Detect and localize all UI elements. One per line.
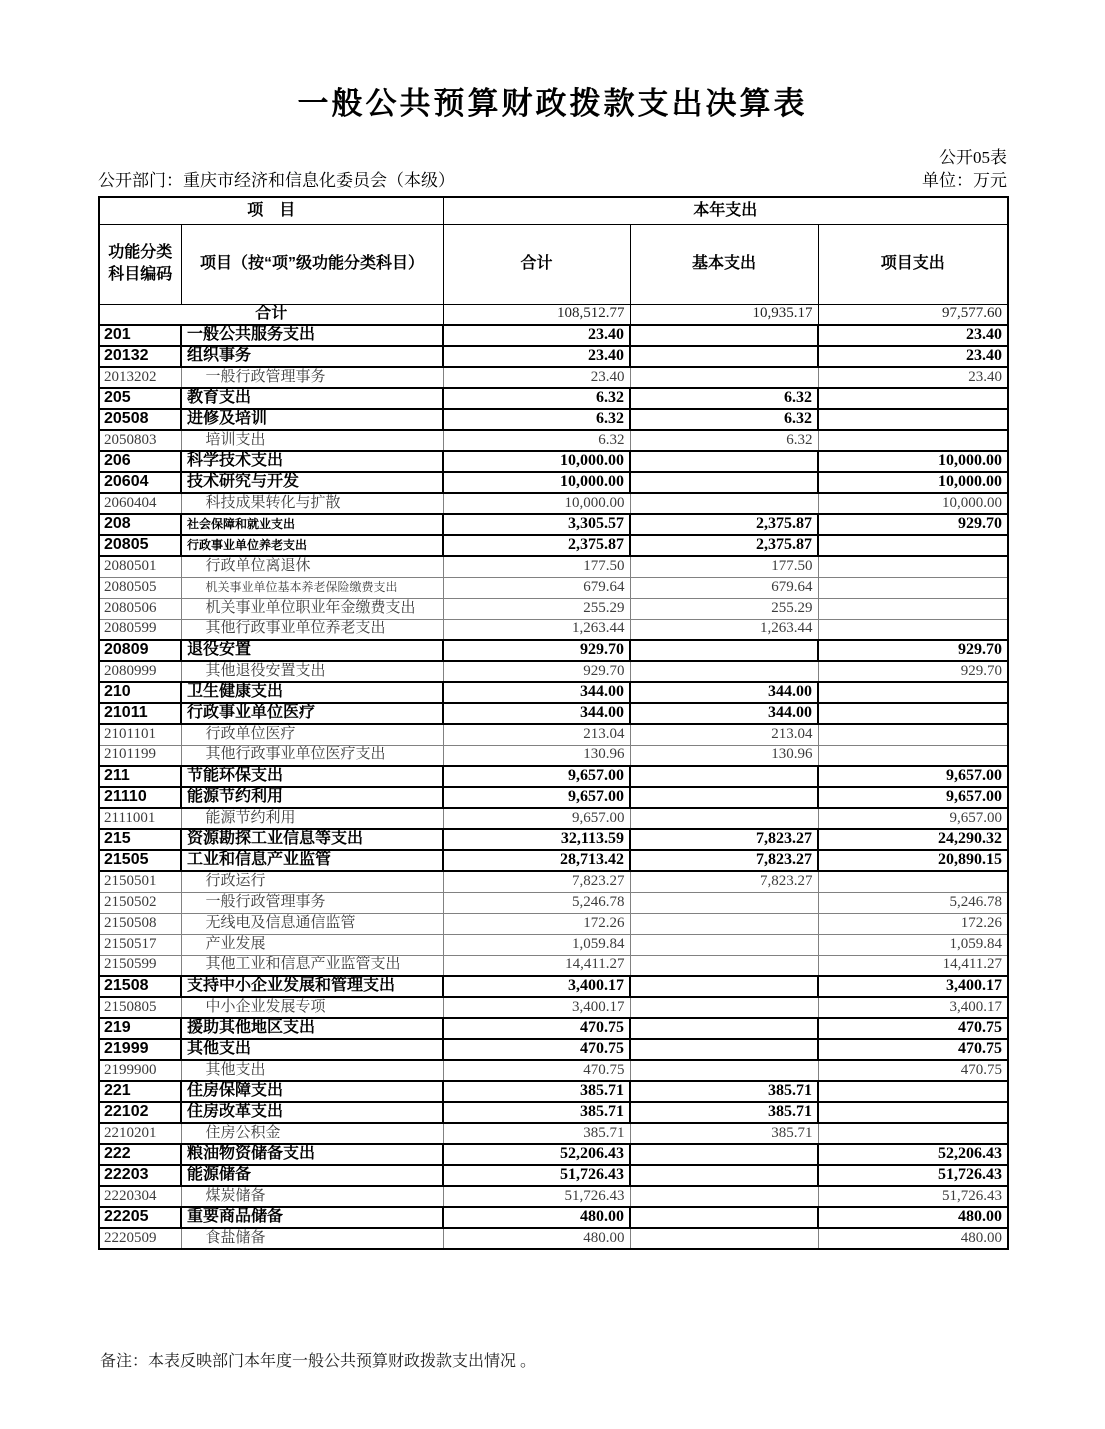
table-row: [99, 430, 1008, 451]
table-row: [99, 472, 1008, 493]
table-row: [99, 556, 1008, 577]
row-name: 住房公积金: [181, 1123, 443, 1144]
value-project: [818, 619, 1008, 640]
table-row: [99, 1081, 1008, 1102]
row-name: 机关事业单位职业年金缴费支出: [181, 598, 443, 619]
table-row: [99, 892, 1008, 913]
row-name: 行政事业单位养老支出: [181, 535, 443, 556]
row-code: 2080999: [99, 661, 181, 682]
value-basic: 6.32: [630, 409, 818, 430]
table-row: [99, 1165, 1008, 1186]
value-project: 51,726.43: [818, 1186, 1008, 1207]
value-total: 480.00: [443, 1228, 630, 1249]
row-name: 行政单位离退休: [181, 556, 443, 577]
value-total: 23.40: [443, 325, 630, 346]
row-name: 退役安置: [181, 640, 443, 661]
value-project: 5,246.78: [818, 892, 1008, 913]
value-basic: 385.71: [630, 1081, 818, 1102]
table-row: [99, 640, 1008, 661]
value-total: 10,000.00: [443, 493, 630, 514]
row-name: 一般公共服务支出: [181, 325, 443, 346]
row-name: 煤炭储备: [181, 1186, 443, 1207]
value-basic: [630, 1039, 818, 1060]
row-code: 2050803: [99, 430, 181, 451]
table-row: [99, 829, 1008, 850]
row-code: 22102: [99, 1102, 181, 1123]
table-row: [99, 493, 1008, 514]
table-row: [99, 682, 1008, 703]
row-name: 其他退役安置支出: [181, 661, 443, 682]
value-total: 108,512.77: [443, 304, 630, 325]
value-project: 1,059.84: [818, 934, 1008, 955]
row-code: 2150517: [99, 934, 181, 955]
value-basic: [630, 787, 818, 808]
row-name: 粮油物资储备支出: [181, 1144, 443, 1165]
table-row: [99, 577, 1008, 598]
value-project: 9,657.00: [818, 808, 1008, 829]
row-code: 20809: [99, 640, 181, 661]
row-code: 22205: [99, 1207, 181, 1228]
value-basic: [630, 1207, 818, 1228]
page-title: 一般公共预算财政拨款支出决算表: [297, 86, 808, 121]
value-total: 2,375.87: [443, 535, 630, 556]
expenditure-table: [98, 196, 1009, 1250]
value-total: 14,411.27: [443, 955, 630, 976]
value-project: [818, 682, 1008, 703]
value-basic: 10,935.17: [630, 304, 818, 325]
value-basic: [630, 1018, 818, 1039]
row-name: 无线电及信息通信监管: [181, 913, 443, 934]
value-basic: 177.50: [630, 556, 818, 577]
row-name: 教育支出: [181, 388, 443, 409]
table-row: [99, 451, 1008, 472]
value-project: 480.00: [818, 1228, 1008, 1249]
value-project: 23.40: [818, 346, 1008, 367]
value-basic: 679.64: [630, 577, 818, 598]
row-name: 机关事业单位基本养老保险缴费支出: [181, 577, 443, 598]
row-name: 技术研究与开发: [181, 472, 443, 493]
row-code: 210: [99, 682, 181, 703]
value-project: [818, 430, 1008, 451]
row-code: 20805: [99, 535, 181, 556]
value-total: 5,246.78: [443, 892, 630, 913]
table-row: [99, 913, 1008, 934]
value-basic: [630, 346, 818, 367]
table-row: [99, 535, 1008, 556]
row-name: 其他行政事业单位医疗支出: [181, 745, 443, 766]
value-total: 6.32: [443, 430, 630, 451]
table-row: [99, 661, 1008, 682]
row-code: 2150599: [99, 955, 181, 976]
row-code: 2080501: [99, 556, 181, 577]
value-total: 9,657.00: [443, 766, 630, 787]
header-year-expense-group: 本年支出: [443, 197, 1008, 224]
row-code: 208: [99, 514, 181, 535]
row-code: 2080599: [99, 619, 181, 640]
row-code: 20508: [99, 409, 181, 430]
row-code: 2220304: [99, 1186, 181, 1207]
row-code: 2199900: [99, 1060, 181, 1081]
row-name: 产业发展: [181, 934, 443, 955]
value-project: 20,890.15: [818, 850, 1008, 871]
value-total: 52,206.43: [443, 1144, 630, 1165]
value-basic: 385.71: [630, 1123, 818, 1144]
value-basic: 7,823.27: [630, 850, 818, 871]
value-project: [818, 1102, 1008, 1123]
value-total: 172.26: [443, 913, 630, 934]
row-code: 219: [99, 1018, 181, 1039]
col-header-project-expense: 项目支出: [818, 224, 1008, 304]
table-row: [99, 955, 1008, 976]
value-total: 385.71: [443, 1081, 630, 1102]
value-total: 3,400.17: [443, 997, 630, 1018]
value-total: 470.75: [443, 1018, 630, 1039]
value-basic: 344.00: [630, 703, 818, 724]
row-code: 211: [99, 766, 181, 787]
value-basic: 130.96: [630, 745, 818, 766]
value-basic: [630, 1228, 818, 1249]
value-project: 10,000.00: [818, 451, 1008, 472]
value-basic: [630, 997, 818, 1018]
row-code: 21508: [99, 976, 181, 997]
col-header-total: 合计: [443, 224, 630, 304]
value-basic: 213.04: [630, 724, 818, 745]
row-name: 支持中小企业发展和管理支出: [181, 976, 443, 997]
value-basic: [630, 1186, 818, 1207]
value-project: 51,726.43: [818, 1165, 1008, 1186]
value-project: [818, 1123, 1008, 1144]
table-row: [99, 325, 1008, 346]
value-project: 14,411.27: [818, 955, 1008, 976]
table-row: [99, 1123, 1008, 1144]
row-name: 一般行政管理事务: [181, 892, 443, 913]
row-name: 能源节约利用: [181, 808, 443, 829]
value-total: 1,263.44: [443, 619, 630, 640]
value-total: 9,657.00: [443, 808, 630, 829]
row-name: 组织事务: [181, 346, 443, 367]
value-project: [818, 871, 1008, 892]
value-total: 3,305.57: [443, 514, 630, 535]
value-project: 929.70: [818, 640, 1008, 661]
value-basic: [630, 955, 818, 976]
value-project: 470.75: [818, 1018, 1008, 1039]
value-project: 97,577.60: [818, 304, 1008, 325]
table-row: [99, 1144, 1008, 1165]
value-basic: [630, 325, 818, 346]
row-name: 行政运行: [181, 871, 443, 892]
value-total: 480.00: [443, 1207, 630, 1228]
table-row: [99, 1018, 1008, 1039]
row-name: 中小企业发展专项: [181, 997, 443, 1018]
table-row: [99, 724, 1008, 745]
table-row: [99, 388, 1008, 409]
value-total: 679.64: [443, 577, 630, 598]
value-project: [818, 1081, 1008, 1102]
value-total: 9,657.00: [443, 787, 630, 808]
col-header-basic-expense: 基本支出: [630, 224, 818, 304]
row-name: 住房改革支出: [181, 1102, 443, 1123]
value-total: 23.40: [443, 346, 630, 367]
row-name: 其他工业和信息产业监管支出: [181, 955, 443, 976]
row-code: 2150502: [99, 892, 181, 913]
value-project: 929.70: [818, 514, 1008, 535]
row-code: 21011: [99, 703, 181, 724]
table-row: [99, 1060, 1008, 1081]
value-project: 10,000.00: [818, 493, 1008, 514]
value-basic: [630, 472, 818, 493]
table-row: [99, 871, 1008, 892]
row-code: 21505: [99, 850, 181, 871]
value-project: 9,657.00: [818, 766, 1008, 787]
row-code: 20604: [99, 472, 181, 493]
table-row: [99, 409, 1008, 430]
table-row: [99, 766, 1008, 787]
value-project: [818, 388, 1008, 409]
row-name: 节能环保支出: [181, 766, 443, 787]
table-row: [99, 808, 1008, 829]
header-item-group: 项 目: [99, 197, 443, 224]
value-basic: 6.32: [630, 388, 818, 409]
value-basic: [630, 976, 818, 997]
table-row: [99, 598, 1008, 619]
value-total: 929.70: [443, 640, 630, 661]
table-row: [99, 787, 1008, 808]
row-name: 进修及培训: [181, 409, 443, 430]
row-name: 能源节约利用: [181, 787, 443, 808]
row-code: 20132: [99, 346, 181, 367]
row-code: 2101199: [99, 745, 181, 766]
meta-row: [98, 166, 1007, 191]
value-project: [818, 745, 1008, 766]
row-code: 2210201: [99, 1123, 181, 1144]
value-total: 51,726.43: [443, 1165, 630, 1186]
value-basic: [630, 1060, 818, 1081]
row-name: 培训支出: [181, 430, 443, 451]
value-project: [818, 535, 1008, 556]
value-total: 470.75: [443, 1039, 630, 1060]
value-project: 3,400.17: [818, 976, 1008, 997]
value-project: 52,206.43: [818, 1144, 1008, 1165]
value-basic: [630, 451, 818, 472]
value-project: 23.40: [818, 367, 1008, 388]
table-row: [99, 367, 1008, 388]
table-row: [99, 1102, 1008, 1123]
value-total: 344.00: [443, 682, 630, 703]
row-name: 其他支出: [181, 1060, 443, 1081]
value-total: 10,000.00: [443, 451, 630, 472]
value-project: 10,000.00: [818, 472, 1008, 493]
value-basic: 2,375.87: [630, 514, 818, 535]
table-row: [99, 1186, 1008, 1207]
table-row: [99, 850, 1008, 871]
value-basic: [630, 934, 818, 955]
table-row: [99, 1207, 1008, 1228]
row-name: 合计: [99, 304, 443, 325]
value-basic: [630, 892, 818, 913]
table-header: [99, 197, 1008, 304]
row-code: 2150508: [99, 913, 181, 934]
value-project: [818, 409, 1008, 430]
row-name: 科学技术支出: [181, 451, 443, 472]
value-project: 929.70: [818, 661, 1008, 682]
footnote: 备注：本表反映部门本年度一般公共预算财政拨款支出情况 。: [100, 1353, 537, 1370]
value-basic: 6.32: [630, 430, 818, 451]
row-code: 2150805: [99, 997, 181, 1018]
value-project: 3,400.17: [818, 997, 1008, 1018]
row-code: 205: [99, 388, 181, 409]
row-name: 科技成果转化与扩散: [181, 493, 443, 514]
row-name: 重要商品储备: [181, 1207, 443, 1228]
header-columns-row: [99, 224, 1008, 304]
table-row: [99, 514, 1008, 535]
row-code: 22203: [99, 1165, 181, 1186]
value-total: 213.04: [443, 724, 630, 745]
value-basic: [630, 766, 818, 787]
value-project: [818, 598, 1008, 619]
value-basic: [630, 808, 818, 829]
table-body: [99, 304, 1008, 1249]
value-project: [818, 703, 1008, 724]
value-project: [818, 724, 1008, 745]
value-basic: 385.71: [630, 1102, 818, 1123]
row-code: 21999: [99, 1039, 181, 1060]
value-total: 23.40: [443, 367, 630, 388]
col-header-item: 项目（按“项”级功能分类科目）: [181, 224, 443, 304]
row-code: 222: [99, 1144, 181, 1165]
row-name: 其他支出: [181, 1039, 443, 1060]
table-row: [99, 703, 1008, 724]
value-total: 6.32: [443, 388, 630, 409]
value-basic: 7,823.27: [630, 871, 818, 892]
value-project: 9,657.00: [818, 787, 1008, 808]
row-name: 食盐储备: [181, 1228, 443, 1249]
row-name: 一般行政管理事务: [181, 367, 443, 388]
value-total: 470.75: [443, 1060, 630, 1081]
value-total: 385.71: [443, 1123, 630, 1144]
value-project: [818, 556, 1008, 577]
value-total: 32,113.59: [443, 829, 630, 850]
value-project: [818, 577, 1008, 598]
value-total: 255.29: [443, 598, 630, 619]
row-code: 206: [99, 451, 181, 472]
row-code: 2060404: [99, 493, 181, 514]
header-group-row: [99, 197, 1008, 224]
table-row: [99, 304, 1008, 325]
table-row: [99, 1039, 1008, 1060]
row-name: 住房保障支出: [181, 1081, 443, 1102]
row-name: 能源储备: [181, 1165, 443, 1186]
value-basic: 344.00: [630, 682, 818, 703]
row-name: 行政事业单位医疗: [181, 703, 443, 724]
table-code-label: 公开05表: [939, 148, 1007, 167]
value-basic: [630, 1165, 818, 1186]
table-row: [99, 745, 1008, 766]
row-code: 201: [99, 325, 181, 346]
row-code: 2080506: [99, 598, 181, 619]
value-total: 3,400.17: [443, 976, 630, 997]
value-project: 172.26: [818, 913, 1008, 934]
value-project: 470.75: [818, 1060, 1008, 1081]
row-code: 221: [99, 1081, 181, 1102]
table-row: [99, 619, 1008, 640]
value-basic: 255.29: [630, 598, 818, 619]
value-total: 177.50: [443, 556, 630, 577]
value-basic: [630, 913, 818, 934]
table-row: [99, 1228, 1008, 1249]
value-total: 6.32: [443, 409, 630, 430]
value-basic: 2,375.87: [630, 535, 818, 556]
value-basic: [630, 640, 818, 661]
value-basic: [630, 1144, 818, 1165]
value-total: 28,713.42: [443, 850, 630, 871]
value-total: 344.00: [443, 703, 630, 724]
value-project: 23.40: [818, 325, 1008, 346]
row-name: 工业和信息产业监管: [181, 850, 443, 871]
row-name: 援助其他地区支出: [181, 1018, 443, 1039]
row-code: 215: [99, 829, 181, 850]
row-code: 2013202: [99, 367, 181, 388]
row-code: 21110: [99, 787, 181, 808]
value-project: 470.75: [818, 1039, 1008, 1060]
value-total: 385.71: [443, 1102, 630, 1123]
row-name: 其他行政事业单位养老支出: [181, 619, 443, 640]
value-project: 24,290.32: [818, 829, 1008, 850]
row-name: 社会保障和就业支出: [181, 514, 443, 535]
row-name: 卫生健康支出: [181, 682, 443, 703]
value-total: 7,823.27: [443, 871, 630, 892]
table-row: [99, 934, 1008, 955]
row-code: 2111001: [99, 808, 181, 829]
department-label: 公开部门：重庆市经济和信息化委员会（本级）: [98, 171, 455, 190]
value-basic: 7,823.27: [630, 829, 818, 850]
value-total: 130.96: [443, 745, 630, 766]
row-code: 2080505: [99, 577, 181, 598]
row-name: 资源勘探工业信息等支出: [181, 829, 443, 850]
value-project: 480.00: [818, 1207, 1008, 1228]
value-total: 1,059.84: [443, 934, 630, 955]
table-row: [99, 997, 1008, 1018]
row-code: 2220509: [99, 1228, 181, 1249]
unit-label: 单位：万元: [922, 171, 1007, 190]
value-basic: [630, 367, 818, 388]
col-header-function-code: 功能分类科目编码: [99, 224, 181, 304]
value-total: 929.70: [443, 661, 630, 682]
table-row: [99, 346, 1008, 367]
value-basic: [630, 661, 818, 682]
value-basic: 1,263.44: [630, 619, 818, 640]
value-basic: [630, 493, 818, 514]
row-code: 2101101: [99, 724, 181, 745]
table-row: [99, 976, 1008, 997]
row-name: 行政单位医疗: [181, 724, 443, 745]
value-total: 10,000.00: [443, 472, 630, 493]
value-total: 51,726.43: [443, 1186, 630, 1207]
row-code: 2150501: [99, 871, 181, 892]
